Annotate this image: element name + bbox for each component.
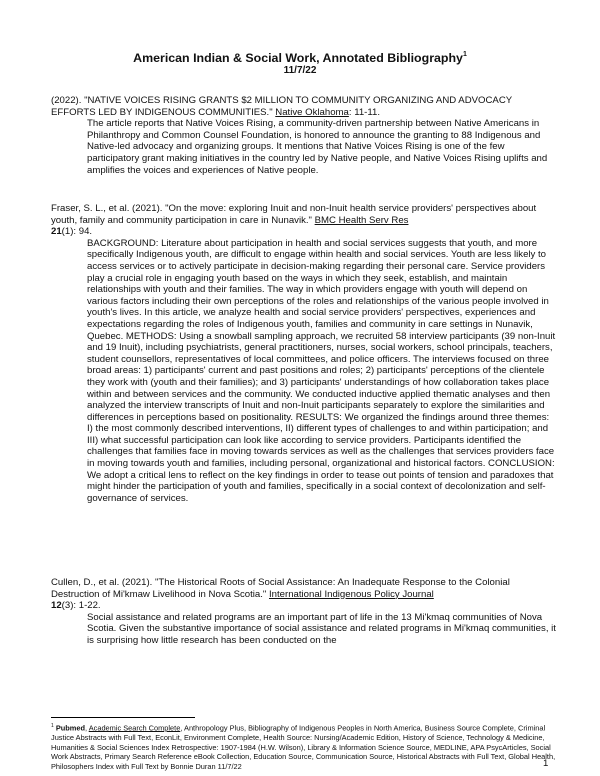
footnote-mark: 1: [51, 723, 54, 729]
journal-name: BMC Health Serv Res: [314, 214, 409, 226]
footnote-lead: Pubmed: [55, 723, 85, 733]
document-date: 11/7/22: [283, 65, 317, 76]
abstract: BACKGROUND: Literature about participation in health and social services suggests that youth, and more specifically Indigenous youth, are difficult to engage within health and social services. Youth are less likely to access services or to actively participate in decision-making regarding their personal care. Service providers play a crucial role in engaging youth based on the ways in which they seek, establish, and maintain relationships with youth and their families. The way in which providers engage with youth will depend on various factors including their own perceptions of the roles and relationships of the various people involved in youth's lives. In this article, we analyze health and social service providers' perspectives, experiences and expectations regarding the roles of Indigenous youth, families and community in care settings in Nunavik, Quebec. METHODS: Using a snowball sampling approach, we recruited 58 interview participants (39 non-Inuit and 19 Inuit), including psychiatrists, general practitioners, nurses, social workers, school principals, teachers, student counsellors, representatives of local committees, and police officers. The interviews focused on three broad areas: 1) participants' current and past positions and roles; 2) participants' perceptions of the clientele they work with (youth and their families); and 3) participants' understandings of how collaboration takes place within and between services and the community. We conducted inductive applied thematic analyses and then analyzed the interview transcripts of Inuit and non-Inuit participants separately to explore the similarities and differences in perceptions based on positionality. RESULTS: We organized the findings around three themes: I) the most commonly described interventions, II) different types of challenges to and within participation; and III) what successful participation can look like according to service providers. Participants identified the challenges that families face in moving towards services as well as the challenges that services providers face in moving towards youth and families, including personal, organizational and historical factors. CONCLUSION: We adopt a critical lens to reflect on the key findings in order to tease out points of tension and paradoxes that might hinder the participation of youth and families, specifically in a social context of decolonization and self-governance of services.: [87, 237, 556, 504]
citation-pages: (1): 94.: [61, 226, 93, 238]
journal-name: Native Oklahoma: [275, 106, 349, 118]
citation-text: Cullen, D., et al. (2021). "The Historical Roots of Social Assistance: An Inadequate Response to the Colonial Destruction of Mi'kmaw Livelihood in Nova Scotia.": [51, 577, 510, 600]
citation-pages: (3): 1-22.: [61, 600, 101, 612]
citation-text: (2022). "NATIVE VOICES RISING GRANTS $2 MILLION TO COMMUNITY ORGANIZING AND ADVOCACY EFFORTS LED BY INDIGENOUS COMMUNITIES.": [51, 95, 512, 118]
abstract: The article reports that Native Voices Rising, a community-driven partnership between Native Americans in Philanthropy and Common Counsel Foundation, is honored to announce the granting to 88 Indigenous and Native-led advocacy and organizing groups. It mentions that Native Voices Rising is one of the few participatory grant making initiatives in the country led by Native people, and Native Voices Rising uplifts and amplifies the voices and experiences of Native people.: [87, 118, 548, 176]
volume: 21: [51, 226, 62, 238]
title-footnote-mark[interactable]: 1: [462, 51, 467, 58]
citation: [51, 95, 556, 118]
bibliography-entry: [51, 95, 556, 176]
citation: [51, 203, 556, 238]
abstract: Social assistance and related programs are an important part of life in the 13 Mi'kmaq communities of Nova Scotia. Given the substantive importance of social assistance and related programs in Mi'kmaq communities, it is surprising how little research has been conducted on the: [87, 611, 556, 646]
document-title: [0, 51, 600, 65]
footnote-text: , Anthropology Plus, Bibliography of Indigenous Peoples in North America, Business Source Complete, Criminal Justice Abstracts with Full Text, EconLit, Environment Complete, Health Source: Nursing/Academic Edition, History of Science, Technology & Medicine, Humanities & Social Sciences Index Retrospective: 1907-1984 (H.W. Wilson), Library & Information Science Source, MEDLINE, APA PsycArticles, Social Work Abstracts, Primary Search Reference eBook Collection, Education Source, Communication Source, Historical Abstracts with Full Text, Global Health, Philosophers Index with Full Text by Bonnie Duran 11/7/22: [51, 723, 556, 771]
bibliography-entry: [51, 203, 556, 504]
bibliography-entry: [51, 577, 556, 647]
footnote-link[interactable]: Academic Search Complete: [88, 723, 181, 733]
page-number: 1: [543, 758, 549, 769]
citation: [51, 577, 556, 612]
citation-pages: : 11-11.: [348, 106, 380, 118]
footnote: [51, 722, 561, 771]
volume: 12: [51, 600, 62, 612]
footnote-divider: [51, 717, 195, 718]
footnote-separator: ,: [85, 723, 89, 733]
title-text: American Indian & Social Work, Annotated Bibliography: [133, 51, 463, 65]
journal-name: International Indigenous Policy Journal: [269, 588, 434, 600]
citation-text: Fraser, S. L., et al. (2021). "On the move: exploring Inuit and non-Inuit health service providers' perspectives about youth, family and community participation in care in Nunavik.": [51, 203, 537, 226]
